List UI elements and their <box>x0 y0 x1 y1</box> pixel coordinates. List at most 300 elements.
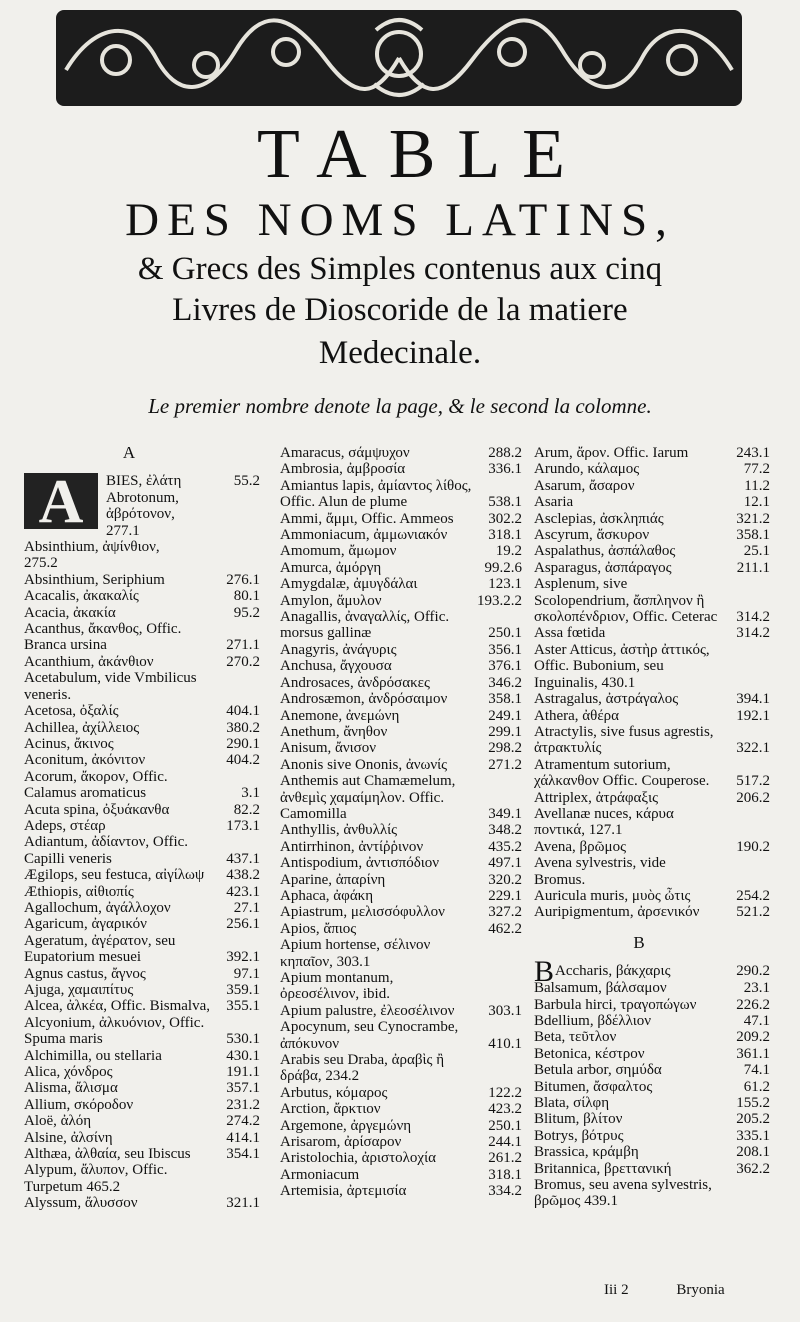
index-entry <box>24 1113 264 1129</box>
index-entry <box>534 445 774 461</box>
entry-term: Acacia, ἀκακία <box>24 604 116 621</box>
entry-term: Arbutus, κόμαρος <box>280 1084 388 1101</box>
index-entry <box>534 478 774 494</box>
entry-term: Arisarom, ἀρίσαρον <box>280 1134 402 1151</box>
entry-term: Apiastrum, μελισσόφυλλον <box>280 904 445 921</box>
entry-term: Asparagus, ἀσπάραγος <box>534 559 672 576</box>
entry-term: Acinus, ἄκινος <box>24 735 114 752</box>
index-entry <box>280 1118 526 1134</box>
entry-term: Aloë, ἀλόη <box>24 1113 92 1130</box>
entry-term: Achillea, ἀχίλλειος <box>24 719 140 736</box>
index-entry <box>534 461 774 477</box>
index-entry <box>24 834 264 867</box>
entry-page-ref: 261.2 <box>488 1150 522 1167</box>
section-letter-a: A <box>122 443 136 462</box>
index-entry <box>280 1019 526 1052</box>
entry-page-ref: 321.1 <box>226 1195 260 1212</box>
entry-page-ref: 95.2 <box>233 604 260 621</box>
entry-list <box>280 445 526 1200</box>
entry-term: Britannica, βρεττανική <box>534 1160 672 1177</box>
entry-term: Acacalis, ἀκακαλίς <box>24 588 139 605</box>
entry-term: Brassica, κράμβη <box>534 1144 639 1161</box>
entry-term: Ajuga, χαμαιπίτυς <box>24 982 134 998</box>
entry-page-ref: 23.1 <box>743 980 770 997</box>
entry-term: Anisum, ἄνισον <box>280 740 377 757</box>
index-entry <box>280 888 526 904</box>
index-entry <box>534 691 774 707</box>
signature-mark: Iii 2 <box>604 1282 629 1298</box>
entry-page-ref: 243.1 <box>736 445 770 461</box>
entry-page-ref: 211.1 <box>736 559 770 576</box>
entry-term: Adiantum, ἀδίαντον, Offic. Capilli veneris <box>24 834 189 867</box>
index-entry <box>280 675 526 691</box>
entry-term: Avellanæ nuces, κάρυα ποντικά, 127.1 <box>534 805 674 839</box>
index-entry <box>280 773 526 822</box>
entry-term: Aconitum, ἀκόνιτον <box>24 752 146 769</box>
index-column-3 <box>534 445 774 1210</box>
entry-term: Accharis, βάκχαρις <box>555 963 671 980</box>
index-entry <box>24 621 264 654</box>
entry-page-ref: 314.2 <box>736 625 770 642</box>
entry-term: Æthiopis, αἰθιοπίς <box>24 883 134 900</box>
index-entry <box>24 1195 264 1211</box>
entry-page-ref: 47.1 <box>743 1013 770 1029</box>
entry-term: Auripigmentum, ἀρσενικόν <box>534 904 700 921</box>
entry-page-ref: 209.2 <box>736 1029 770 1046</box>
entry-term: Adeps, στέαρ <box>24 817 106 834</box>
index-entry <box>534 1161 774 1177</box>
title-line-4: Livres de Dioscoride de la matiere <box>172 292 628 328</box>
index-entry <box>24 884 264 900</box>
entry-page-ref: 19.2 <box>495 543 522 560</box>
index-entry <box>24 1146 264 1162</box>
header-ornament <box>56 10 742 106</box>
entry-term: BIES, ἐλάτη <box>106 473 182 490</box>
index-entry <box>24 473 264 489</box>
entry-page-ref: 414.1 <box>226 1129 260 1146</box>
entry-page-ref: 314.2 <box>736 609 770 626</box>
entry-page-ref: 229.1 <box>488 887 522 904</box>
entry-term: Auricula muris, μυὸς ὦτις <box>534 887 691 904</box>
entry-page-ref: 362.2 <box>736 1160 770 1177</box>
entry-page-ref: 191.1 <box>226 1064 260 1081</box>
entry-page-ref: 193.2.2 <box>477 592 522 609</box>
entry-term: Athera, ἀθέρα <box>534 707 619 724</box>
index-entry <box>24 1130 264 1146</box>
entry-term: Arundo, κάλαμος <box>534 461 640 478</box>
dropcap-entries <box>24 473 264 555</box>
index-entry <box>280 708 526 724</box>
index-entry <box>280 593 526 609</box>
entry-term: Alisma, ἄλισμα <box>24 1080 118 1097</box>
entry-term: Argemone, ἀργεμώνη <box>280 1117 412 1134</box>
index-entry <box>280 921 526 937</box>
entry-term: Blitum, βλίτον <box>534 1111 623 1128</box>
index-entry <box>24 572 264 588</box>
index-entry <box>534 1013 774 1029</box>
entry-term: Barbula hirci, τραγοπώγων <box>534 996 697 1013</box>
section-letter-b: B <box>633 932 645 952</box>
entry-term: Alypum, ἄλυπον, Offic. Turpetum 465.2 <box>24 1162 168 1195</box>
entry-page-ref: 394.1 <box>736 691 770 708</box>
entry-page-ref: 538.1 <box>488 494 522 511</box>
index-entry <box>280 609 526 642</box>
entry-term: Aster Atticus, ἀστὴρ ἀττικός, Offic. Bubonium, seu Inguinalis, 430.1 <box>534 641 710 691</box>
title-table: TABLE <box>257 116 587 193</box>
entry-term: Anchusa, ἄγχουσα <box>280 658 392 675</box>
entry-page-ref: 205.2 <box>736 1111 770 1128</box>
entry-page-ref: 299.1 <box>488 723 522 740</box>
entry-term: Ambrosia, ἀμβροσία <box>280 461 406 478</box>
entry-page-ref: 254.2 <box>736 887 770 904</box>
entry-term: Apocynum, seu Cynocrambe, ἀπόκυνον <box>280 1019 459 1052</box>
entry-page-ref: 404.2 <box>226 752 260 769</box>
entry-term: Asclepias, ἀσκληπιάς <box>534 510 664 527</box>
catchword: Bryonia <box>676 1282 725 1298</box>
entry-term: Ageratum, ἀγέρατον, seu Eupatorium mesuei <box>24 932 176 966</box>
entry-term: Ammoniacum, ἀμμωνιακόν <box>280 527 448 544</box>
index-entry <box>24 1162 264 1195</box>
entry-term: Anemone, ἀνεμώνη <box>280 707 400 724</box>
entry-page-ref: 270.2 <box>226 653 260 670</box>
entry-page-ref: 517.2 <box>736 773 770 790</box>
entry-list <box>24 555 264 1211</box>
index-entry <box>280 511 526 527</box>
entry-page-ref: 226.2 <box>736 996 770 1013</box>
index-entry <box>534 1111 774 1127</box>
entry-list <box>534 445 774 921</box>
index-entry <box>280 445 526 461</box>
index-entry <box>24 818 264 834</box>
entry-page-ref: 61.2 <box>743 1078 770 1095</box>
entry-term: Amiantus lapis, ἀμίαντος λίθος, Offic. Alun de plume <box>280 477 472 511</box>
entry-term: Betonica, κέστρον <box>534 1045 645 1062</box>
entry-term: Betula arbor, σημύδα <box>534 1062 662 1079</box>
index-entry <box>280 642 526 658</box>
index-entry <box>24 1080 264 1096</box>
entry-term: Botrys, βότρυς <box>534 1127 624 1144</box>
entry-term: Apios, ἄπιος <box>280 920 357 937</box>
index-entry <box>534 839 774 855</box>
entry-page-ref: 122.2 <box>488 1084 522 1101</box>
entry-term: Arction, ἄρκτιον <box>280 1101 381 1118</box>
entry-page-ref: 99.2.6 <box>484 559 522 576</box>
entry-page-ref: 80.1 <box>233 588 260 605</box>
entry-page-ref: 82.2 <box>233 801 260 818</box>
entry-page-ref: 321.2 <box>736 510 770 527</box>
index-entry <box>24 1048 264 1064</box>
index-entry <box>280 904 526 920</box>
title-line-3: & Grecs des Simples contenus aux cinq <box>137 251 663 287</box>
index-entry <box>280 478 526 511</box>
index-entry <box>280 1052 526 1085</box>
index-entry <box>280 1085 526 1101</box>
entry-page-ref: 423.1 <box>226 883 260 900</box>
index-entry <box>534 543 774 559</box>
index-entry <box>280 543 526 559</box>
entry-page-ref: 356.1 <box>488 641 522 658</box>
index-entry <box>534 790 774 806</box>
page-footer <box>604 1282 725 1299</box>
entry-page-ref: 288.2 <box>488 445 522 461</box>
entry-term: Astragalus, ἀστράγαλος <box>534 691 679 708</box>
entry-term: Arabis seu Draba, ἀραβὶς ἢ δράβα, 234.2 <box>280 1052 445 1085</box>
index-entry <box>24 769 264 802</box>
index-entry <box>534 494 774 510</box>
entry-page-ref: 208.1 <box>736 1144 770 1161</box>
entry-page-ref: 404.1 <box>226 703 260 720</box>
entry-page-ref: 355.1 <box>226 998 260 1015</box>
index-entry <box>280 1003 526 1019</box>
entry-term: Alchimilla, ou stellaria <box>24 1047 162 1064</box>
entry-page-ref: 11.2 <box>744 477 770 494</box>
entry-term: Amurca, ἀμόργη <box>280 559 382 576</box>
entry-page-ref: 376.1 <box>488 658 522 675</box>
entry-page-ref: 192.1 <box>736 707 770 724</box>
index-entry <box>534 904 774 920</box>
index-entry <box>24 654 264 670</box>
index-entry <box>280 560 526 576</box>
subtitle: Le premier nombre denote la page, & le second la colomne. <box>148 394 652 418</box>
entry-page-ref: 334.2 <box>488 1183 522 1200</box>
entry-term: Avena sylvestris, vide Bromus. <box>534 855 666 888</box>
entry-page-ref: 438.2 <box>226 867 260 884</box>
entry-page-ref: 250.1 <box>488 625 522 642</box>
entry-term: Armoniacum <box>280 1166 360 1183</box>
entry-term: Artemisia, ἀρτεμισία <box>280 1183 407 1200</box>
index-entry <box>24 916 264 932</box>
entry-term: Balsamum, βάλσαμον <box>534 980 667 997</box>
entry-term: Atramentum sutorium, χάλκανθον Offic. Couperose. <box>534 756 710 790</box>
entry-term: Absinthium, Seriphium <box>24 571 165 588</box>
entry-page-ref: 430.1 <box>226 1047 260 1064</box>
index-entry <box>24 490 264 523</box>
index-entry <box>280 461 526 477</box>
entry-term: Acuta spina, ὀξυάκανθα <box>24 801 170 818</box>
entry-page-ref: 55.2 <box>233 473 260 490</box>
entry-term: Alcyonium, ἀλκυόνιον, Offic. Spuma maris <box>24 1014 205 1048</box>
entry-term: Acetabulum, vide Vmbilicus veneris. <box>24 670 197 703</box>
entry-page-ref: 274.2 <box>226 1113 260 1130</box>
index-entry <box>24 966 264 982</box>
entry-page-ref: 322.1 <box>736 740 770 757</box>
index-entry <box>534 576 774 625</box>
index-column-1 <box>24 445 264 1212</box>
entry-term: Alsine, ἀλσίνη <box>24 1129 113 1146</box>
index-entry <box>280 822 526 838</box>
entry-page-ref: 97.1 <box>233 965 260 982</box>
entry-term: Absinthium, ἀψίνθιον, <box>24 539 160 556</box>
entry-page-ref: 3.1 <box>241 785 260 802</box>
index-entry <box>24 736 264 752</box>
entry-page-ref: 380.2 <box>226 719 260 736</box>
entry-term: Ascyrum, ἄσκυρον <box>534 527 650 544</box>
index-entry <box>24 900 264 916</box>
entry-term: Asplenum, sive Scolopendrium, ἄσπληνον ἢ σκολοπένδριον, Offic. Ceterac <box>534 576 718 626</box>
index-entry <box>24 1064 264 1080</box>
entry-page-ref: 276.1 <box>226 571 260 588</box>
index-entry <box>24 555 264 571</box>
entry-page-ref: 497.1 <box>488 855 522 872</box>
entry-term: Apium palustre, ἐλεοσέλινον <box>280 1002 455 1019</box>
entry-page-ref: 123.1 <box>488 576 522 593</box>
entry-term: Androsæmon, ἀνδρόσαιμον <box>280 691 448 708</box>
entry-page-ref: 335.1 <box>736 1127 770 1144</box>
entry-term: Ægilops, seu festuca, αἰγίλωψ <box>24 867 205 884</box>
entry-page-ref: 530.1 <box>226 1031 260 1048</box>
entry-page-ref: 12.1 <box>743 494 770 511</box>
entry-page-ref: 358.1 <box>736 527 770 544</box>
index-entry <box>24 720 264 736</box>
entry-page-ref: 302.2 <box>488 510 522 527</box>
entry-page-ref: 359.1 <box>226 982 260 998</box>
entry-term: Asarum, ἄσαρον <box>534 477 635 494</box>
index-entry <box>534 1144 774 1160</box>
index-entry <box>534 888 774 904</box>
entry-term: Amygdalæ, ἀμυγδάλαι <box>280 576 418 593</box>
entry-page-ref: 244.1 <box>488 1134 522 1151</box>
entry-page-ref: 271.2 <box>488 756 522 773</box>
index-entry <box>24 523 264 539</box>
index-entry <box>534 980 774 996</box>
index-entry <box>280 872 526 888</box>
index-entry <box>280 970 526 1003</box>
index-entry <box>534 1128 774 1144</box>
index-entry <box>534 1177 774 1210</box>
index-entry <box>280 527 526 543</box>
index-entry <box>534 560 774 576</box>
entry-page-ref: 25.1 <box>743 543 770 560</box>
entry-term: Arum, ἄρον. Offic. Iarum <box>534 445 689 461</box>
entry-term: Acorum, ἄκορον, Offic. Calamus aromaticus <box>24 768 168 802</box>
entry-page-ref: 290.1 <box>226 735 260 752</box>
entry-page-ref: 320.2 <box>488 871 522 888</box>
entry-term: Antispodium, ἀντισπόδιον <box>280 855 440 872</box>
entry-page-ref: 249.1 <box>488 707 522 724</box>
entry-page-ref: 27.1 <box>233 899 260 916</box>
initial-b: B <box>534 955 555 989</box>
entry-page-ref: 290.2 <box>736 963 770 980</box>
entry-term: Amomum, ἄμωμον <box>280 543 397 560</box>
index-entry <box>24 752 264 768</box>
index-entry <box>280 658 526 674</box>
entry-page-ref: 346.2 <box>488 674 522 691</box>
entry-term: Aristolochia, ἀριστολοχία <box>280 1150 436 1167</box>
index-entry <box>24 1015 264 1048</box>
entry-page-ref: 250.1 <box>488 1117 522 1134</box>
entry-page-ref: 190.2 <box>736 838 770 855</box>
entry-page-ref: 437.1 <box>226 850 260 867</box>
index-entry <box>280 576 526 592</box>
index-entry <box>534 1095 774 1111</box>
entry-term: Anagyris, ἀνάγυρις <box>280 641 397 658</box>
dropcap-letter: A <box>38 473 84 530</box>
entry-page-ref: 256.1 <box>226 916 260 933</box>
entry-term: Agnus castus, ἄγνος <box>24 965 146 982</box>
entry-term: Androsaces, ἀνδρόσακες <box>280 674 430 691</box>
entry-page-ref: 303.1 <box>488 1002 522 1019</box>
index-entry <box>24 1097 264 1113</box>
index-entry <box>534 997 774 1013</box>
entry-term: Anthemis aut Chamæmelum, ἀνθεμὶς χαμαίμηλον. Offic. Camomilla <box>280 773 456 822</box>
entry-term: Agallochum, ἀγάλλοχον <box>24 899 171 916</box>
entry-page-ref: 206.2 <box>736 789 770 806</box>
index-entry <box>24 539 264 555</box>
ornament-scroll-icon <box>56 10 742 106</box>
index-entry <box>534 511 774 527</box>
index-entry <box>534 625 774 641</box>
index-entry <box>280 855 526 871</box>
entry-page-ref: 358.1 <box>488 691 522 708</box>
index-entry <box>24 802 264 818</box>
index-entry <box>24 588 264 604</box>
entry-term: Althæa, ἀλθαία, seu Ibiscus <box>24 1146 191 1163</box>
entry-term: Agaricum, ἀγαρικόν <box>24 916 147 933</box>
entry-page-ref: 423.2 <box>488 1101 522 1118</box>
index-entry <box>24 670 264 703</box>
entry-page-ref: 298.2 <box>488 740 522 757</box>
index-entry <box>280 1183 526 1199</box>
entry-term: Bdellium, βδέλλιον <box>534 1013 652 1029</box>
entry-term: Amylon, ἄμυλον <box>280 592 382 609</box>
index-entry <box>280 691 526 707</box>
entry-term: Alcea, ἀλκέα, Offic. Bismalva, <box>24 998 210 1015</box>
index-entry <box>534 806 774 839</box>
entry-page-ref: 410.1 <box>488 1035 522 1052</box>
index-entry <box>280 839 526 855</box>
entry-term: Avena, βρῶμος <box>534 838 627 855</box>
entry-term: 275.2 <box>24 555 58 572</box>
index-entry <box>280 1101 526 1117</box>
entry-page-ref: 348.2 <box>488 822 522 839</box>
index-entry <box>280 1167 526 1183</box>
index-entry <box>534 642 774 691</box>
entry-term: Blata, σίλφη <box>534 1095 610 1112</box>
entry-term: Bitumen, ἄσφαλτος <box>534 1078 653 1095</box>
index-entry <box>280 1150 526 1166</box>
entry-term: Aphaca, ἀφάκη <box>280 887 374 904</box>
index-entry <box>534 724 774 757</box>
entry-term: Aparine, ἀπαρίνη <box>280 871 386 888</box>
entry-term: Alica, χόνδρος <box>24 1064 113 1081</box>
entry-term: Assa fœtida <box>534 625 606 642</box>
entry-page-ref: 231.2 <box>226 1096 260 1113</box>
entry-page-ref: 318.1 <box>488 1166 522 1183</box>
index-entry <box>24 605 264 621</box>
index-entry <box>280 1134 526 1150</box>
entry-term: Abrotonum, ἀβρότονον, <box>106 489 179 523</box>
entry-page-ref: 336.1 <box>488 461 522 478</box>
index-column-2 <box>280 445 526 1200</box>
index-entry <box>24 703 264 719</box>
title-noms-latins: DES NOMS LATINS, <box>125 194 675 246</box>
index-entry <box>280 724 526 740</box>
index-entry <box>534 757 774 790</box>
entry-page-ref: 77.2 <box>743 461 770 478</box>
entry-term: Acanthium, ἀκάνθιον <box>24 653 154 670</box>
entry-page-ref: 392.1 <box>226 949 260 966</box>
entry-page-ref: 357.1 <box>226 1080 260 1097</box>
index-entry <box>534 1062 774 1078</box>
entry-term: Allium, σκόροδον <box>24 1096 134 1113</box>
index-entry <box>280 740 526 756</box>
entry-list <box>534 955 774 1210</box>
entry-term: 277.1 <box>106 522 140 539</box>
entry-page-ref: 349.1 <box>488 805 522 822</box>
entry-term: Aspalathus, ἀσπάλαθος <box>534 543 676 560</box>
index-entry <box>24 982 264 998</box>
entry-page-ref: 173.1 <box>226 817 260 834</box>
